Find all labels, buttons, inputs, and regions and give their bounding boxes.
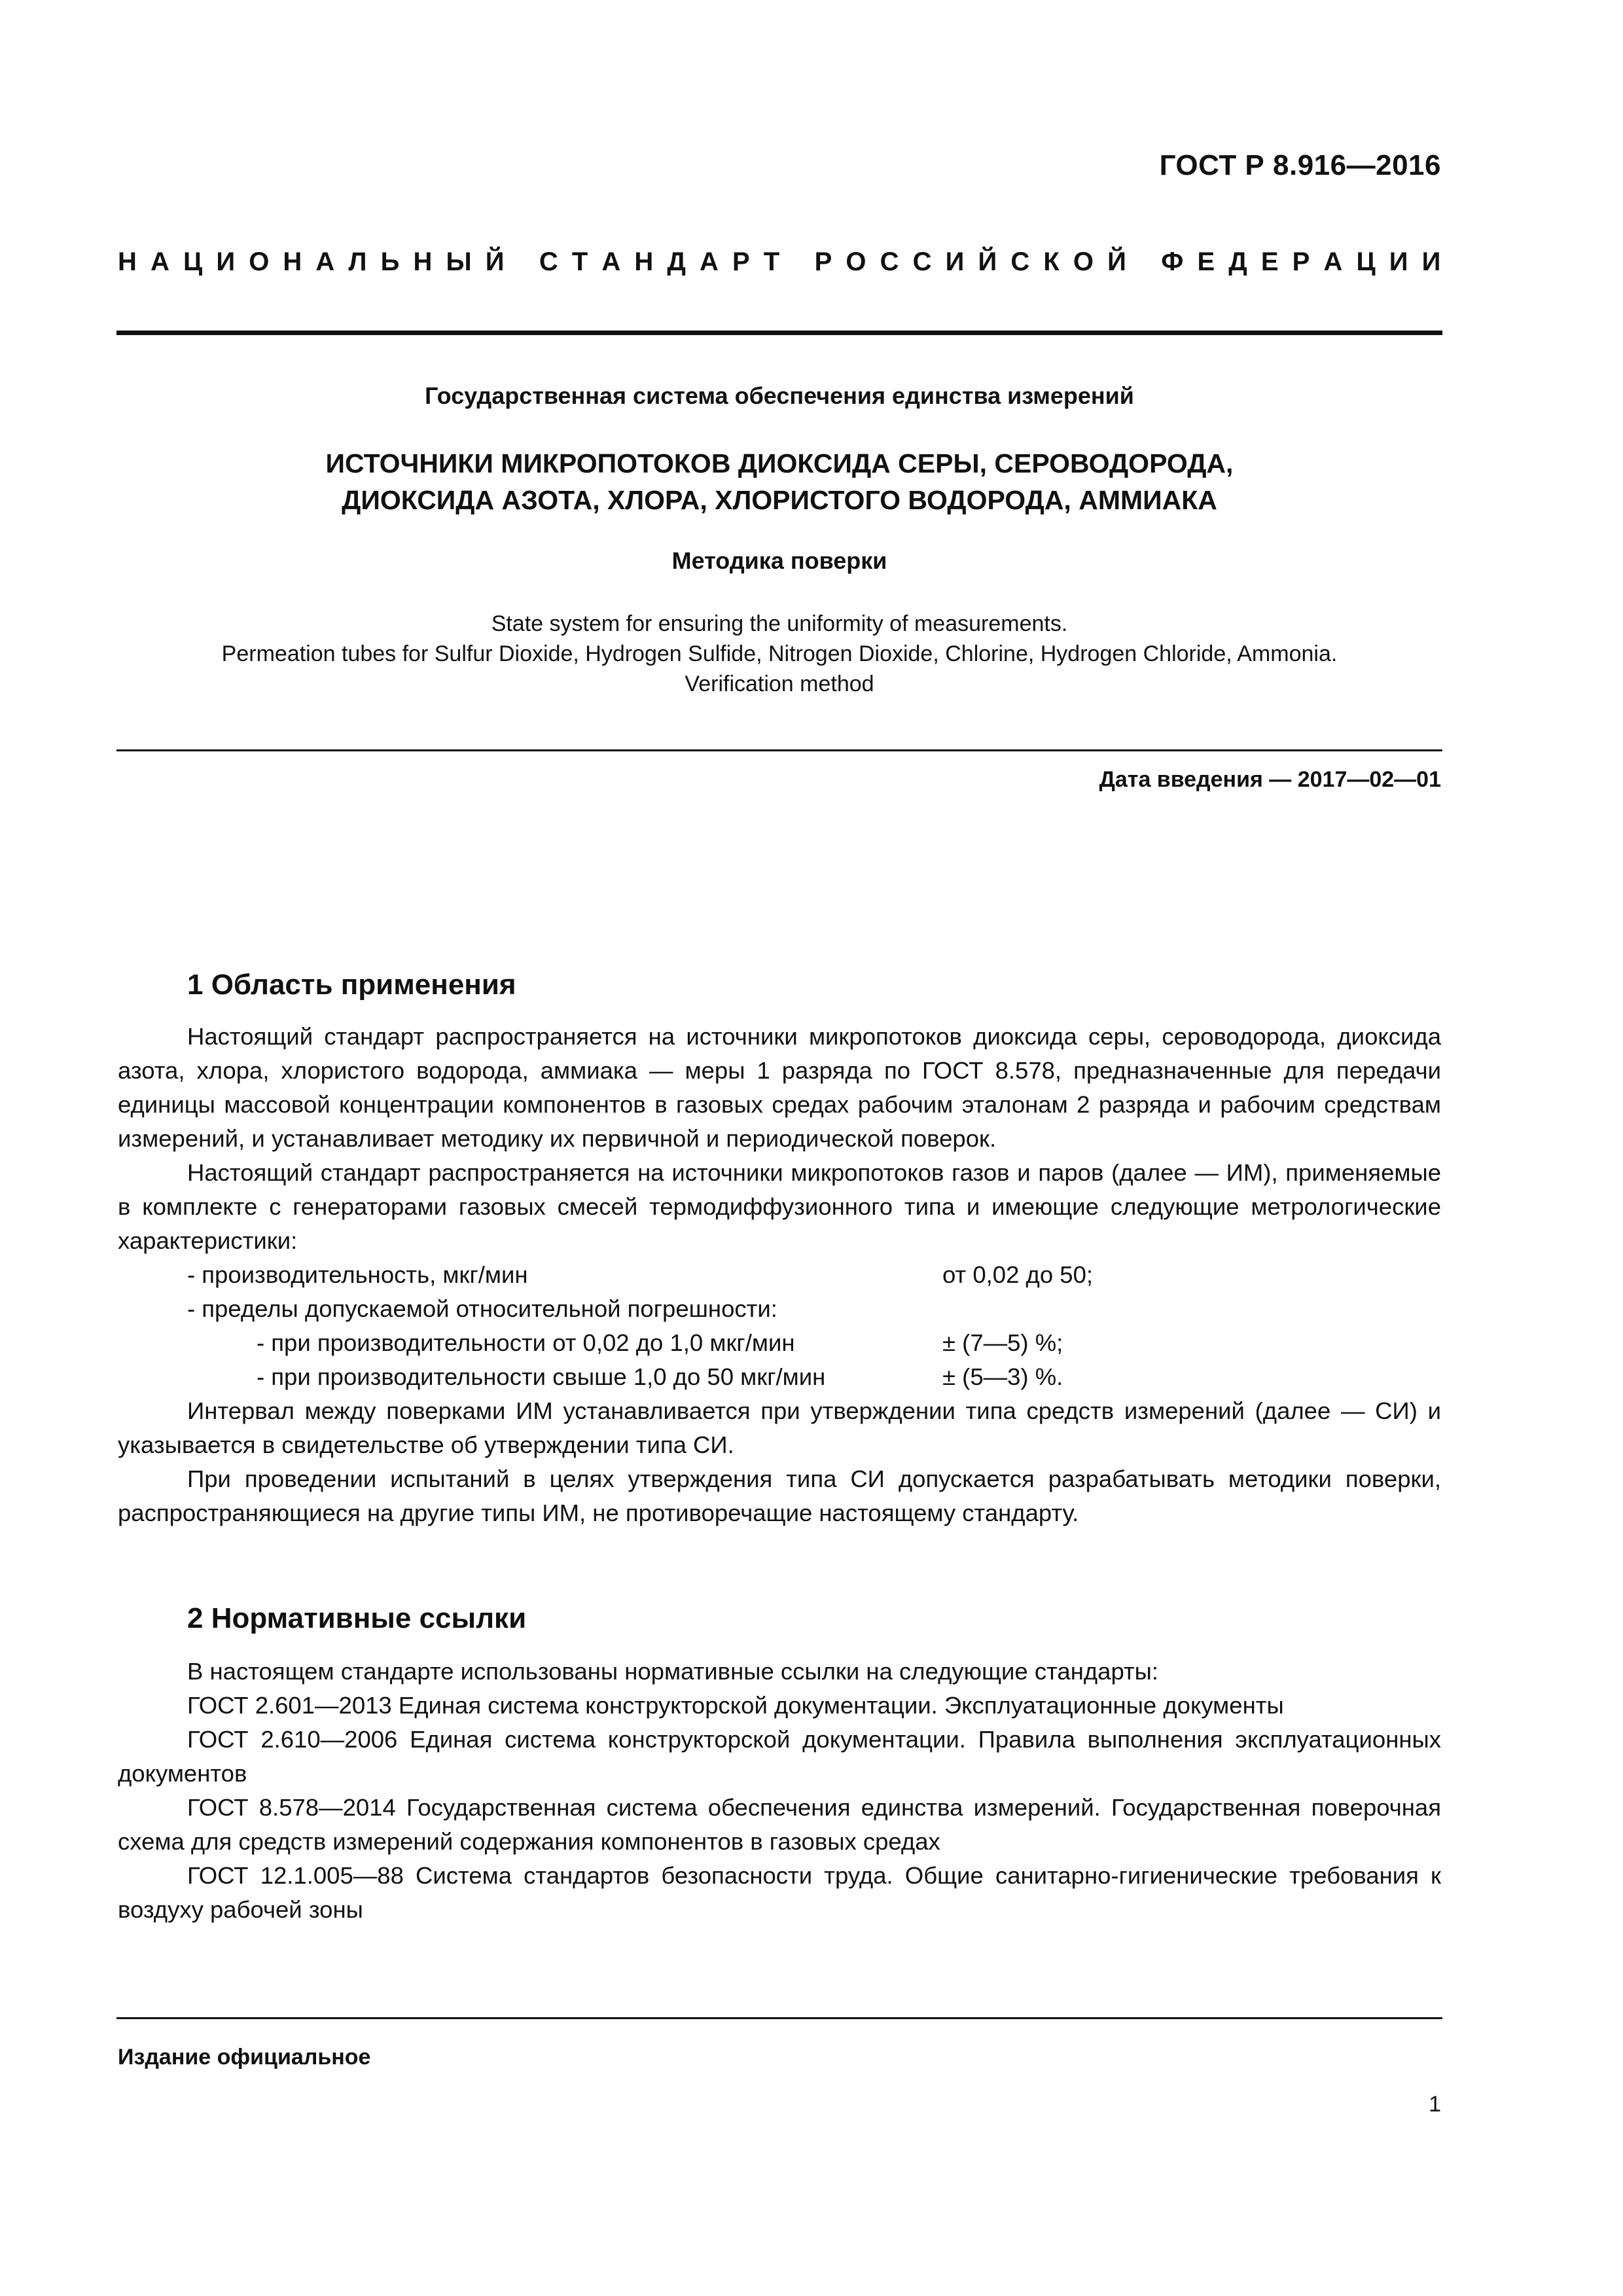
banner-letter: А: [601, 247, 621, 276]
section-1-body: [118, 1020, 1441, 1530]
banner-letter: С: [539, 247, 558, 276]
banner-letter: Р: [732, 247, 750, 276]
section-2-heading: 2 Нормативные ссылки: [187, 1602, 527, 1634]
english-title-line-3: Verification method: [685, 672, 874, 696]
spec-label: - производительность, мкг/мин: [187, 1261, 528, 1288]
banner-letter: Н: [118, 247, 137, 276]
english-title-line-2: Permeation tubes for Sulfur Dioxide, Hydrogen Sulfide, Nitrogen Dioxide, Chlorine, Hydrogen Chloride, Ammonia.: [221, 641, 1338, 666]
banner-space: [793, 247, 800, 277]
banner-letter: Н: [413, 247, 433, 276]
method-subtitle: Методика поверки: [671, 547, 887, 574]
reference-item: ГОСТ 2.610—2006 Единая система конструкторской документации. Правила выполнения эксплуатационных документов: [118, 1726, 1441, 1787]
spec-label: - пределы допускаемой относительной погрешности:: [187, 1295, 777, 1322]
banner-letter: И: [216, 247, 236, 276]
banner-letter: Ц: [183, 247, 203, 276]
refs-intro: В настоящем стандарте использованы нормативные ссылки на следующие стандарты:: [187, 1658, 1159, 1685]
banner-letter: Н: [634, 247, 654, 276]
spec-label: - при производительности от 0,02 до 1,0 мкг/мин: [257, 1329, 795, 1356]
banner-letter: Ы: [446, 247, 472, 276]
banner-letter: Р: [1292, 247, 1310, 276]
banner-space: [1140, 247, 1147, 277]
banner-letter: Й: [1107, 247, 1126, 276]
banner-letter: Е: [1197, 247, 1215, 276]
banner-letter: А: [315, 247, 335, 276]
english-title-line-1: State system for ensuring the uniformity of measurements.: [491, 611, 1068, 636]
banner-letter: С: [912, 247, 932, 276]
spec-label: - при производительности свыше 1,0 до 50 мкг/мин: [257, 1363, 826, 1390]
banner-letter: К: [1043, 247, 1060, 276]
scope-paragraph-4: При проведении испытаний в целях утверждения типа СИ допускается разрабатывать методики поверки, распространяющиеся на другие типы ИМ, не противоречащие настоящему стандарту.: [118, 1465, 1441, 1526]
english-title: [116, 609, 1442, 699]
banner-letter: Ф: [1161, 247, 1184, 276]
section-1-heading: 1 Область применения: [187, 969, 516, 1001]
scope-paragraph-1: Настоящий стандарт распространяется на источники микропотоков диоксида серы, сероводорода, диоксида азота, хлора, хлористого водорода, аммиака — меры 1 разряда по ГОСТ 8.578, предназначенные для передачи единицы массовой концентрации компонентов в газовых средах рабочим эталонам 2 разряда и рабочим средствам измерений, и устанавливает методику их первичной и периодической поверок.: [118, 1023, 1441, 1152]
banner-letter: А: [151, 247, 169, 276]
banner-letter: С: [880, 247, 899, 276]
title-line-2: ДИОКСИДА АЗОТА, ХЛОРА, ХЛОРИСТОГО ВОДОРОДА, АММИАКА: [342, 485, 1217, 515]
banner-letter: Й: [978, 247, 997, 276]
document-title: [116, 445, 1442, 518]
banner-letter: Й: [485, 247, 505, 276]
spec-value: ± (7—5) %;: [942, 1329, 1063, 1356]
banner-letter: О: [249, 247, 270, 276]
banner-letter: Ь: [380, 247, 400, 276]
banner-space: [518, 247, 526, 277]
reference-item: ГОСТ 8.578—2014 Государственная система обеспечения единства измерений. Государственная поверочная схема для средств измерений содержания компонентов в газовых средах: [118, 1794, 1441, 1855]
banner-letter: И: [1421, 247, 1441, 276]
spec-row-error-limits: [118, 1292, 1441, 1326]
scope-paragraph-3: Интервал между поверками ИМ устанавливается при утверждении типа средств измерений (далее — СИ) и указывается в свидетельстве об утверждении типа СИ.: [118, 1397, 1441, 1458]
document-number: ГОСТ Р 8.916—2016: [1159, 149, 1441, 181]
banner-letter: О: [1073, 247, 1094, 276]
introduction-date: Дата введения — 2017—02—01: [1099, 767, 1441, 792]
section-2-body: [118, 1655, 1441, 1927]
reference-item: ГОСТ 2.601—2013 Единая система конструкторской документации. Эксплуатационные документы: [187, 1692, 1284, 1719]
banner-letter: Т: [571, 247, 588, 276]
banner-letter: А: [1323, 247, 1343, 276]
banner-letter: Т: [763, 247, 780, 276]
spec-row-high-range: [118, 1360, 1441, 1394]
banner-letter: И: [1389, 247, 1408, 276]
page-number: 1: [1429, 2092, 1441, 2117]
header-divider: [116, 331, 1442, 335]
title-line-1: ИСТОЧНИКИ МИКРОПОТОКОВ ДИОКСИДА СЕРЫ, СЕРОВОДОРОДА,: [325, 448, 1234, 478]
spec-row-low-range: [118, 1326, 1441, 1360]
banner-letter: С: [1010, 247, 1030, 276]
banner-letter: Ц: [1356, 247, 1376, 276]
banner-letter: Н: [283, 247, 302, 276]
banner-letter: Р: [814, 247, 832, 276]
banner-letter: Е: [1260, 247, 1279, 276]
banner-letter: Л: [348, 247, 367, 276]
banner-letter: Д: [667, 247, 686, 276]
banner-letter: А: [700, 247, 719, 276]
reference-item: ГОСТ 12.1.005—88 Система стандартов безопасности труда. Общие санитарно-гигиенические требования к воздуху рабочей зоны: [118, 1862, 1441, 1923]
banner-letter: И: [945, 247, 965, 276]
spec-value: от 0,02 до 50;: [942, 1261, 1094, 1288]
title-divider: [116, 749, 1442, 751]
scope-paragraph-2: Настоящий стандарт распространяется на источники микропотоков газов и паров (далее — ИМ), применяемые в комплекте с генераторами газовых смесей термодиффузионного типа и имеющие следующие метрологические характеристики:: [118, 1159, 1441, 1254]
national-standard-banner: [118, 247, 1441, 277]
banner-letter: Д: [1228, 247, 1247, 276]
banner-letter: О: [846, 247, 866, 276]
footer-divider: [116, 2017, 1442, 2019]
spec-value: ± (5—3) %.: [942, 1363, 1063, 1390]
spec-row-productivity: [118, 1258, 1441, 1292]
official-edition-label: Издание официальное: [118, 2045, 371, 2070]
system-line: Государственная система обеспечения единства измерений: [425, 382, 1134, 409]
